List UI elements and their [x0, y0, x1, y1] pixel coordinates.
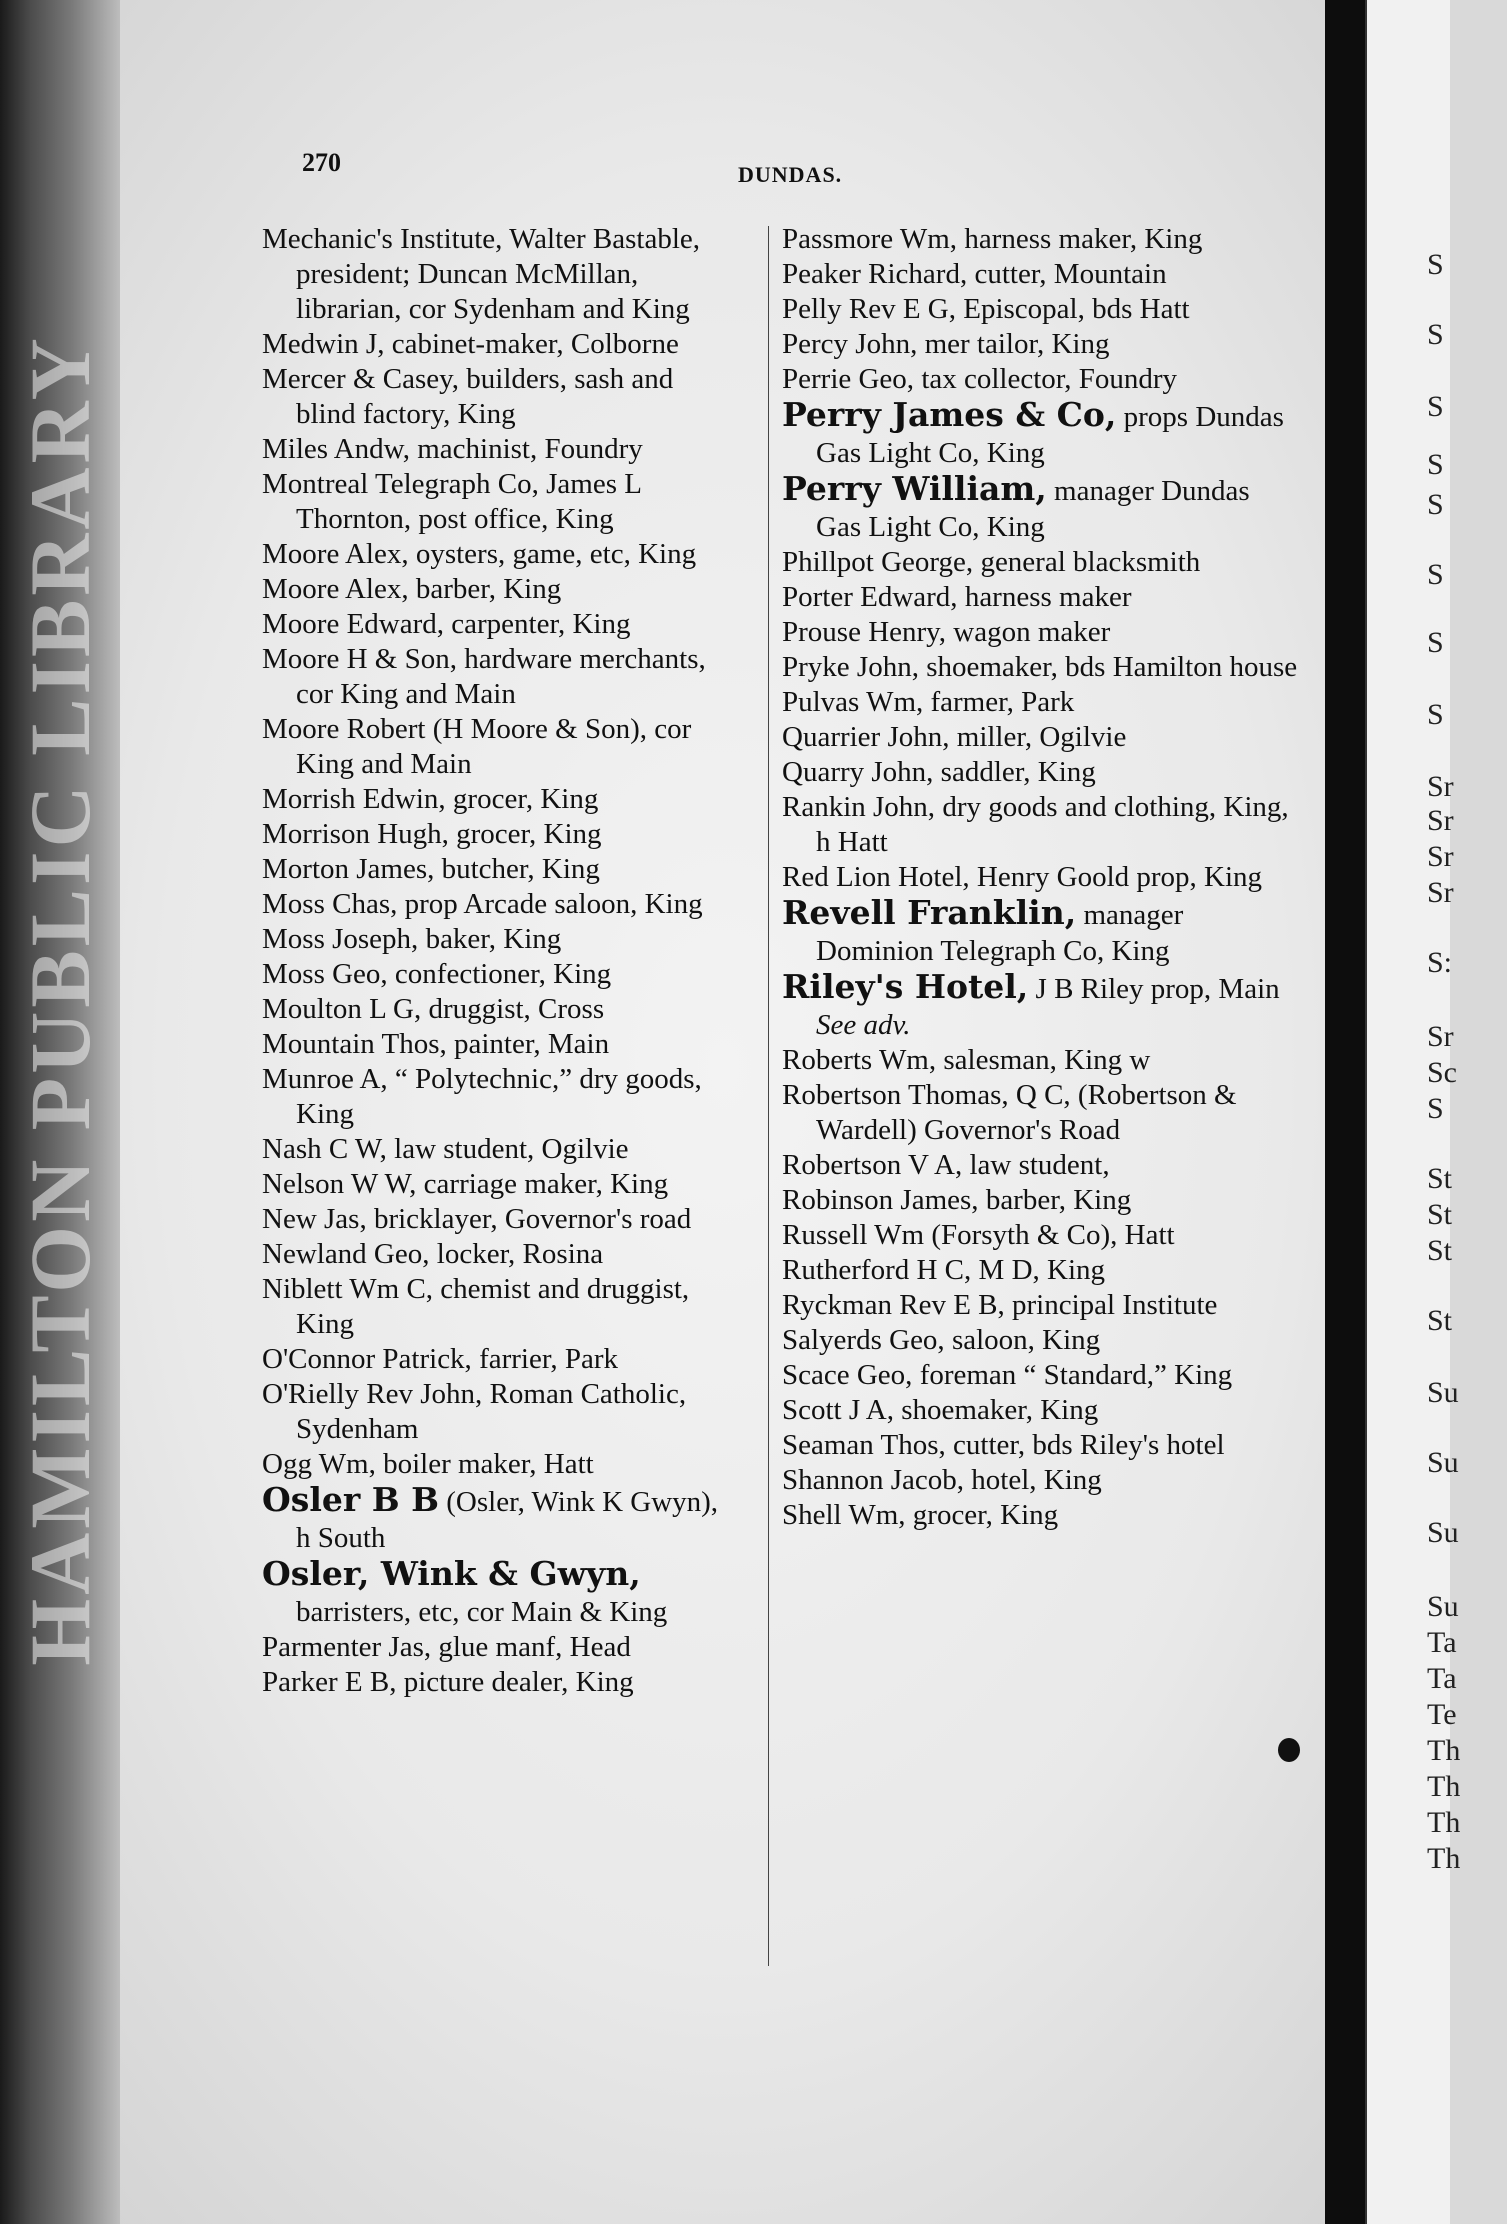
- directory-entry: [262, 887, 722, 922]
- directory-entry: [782, 860, 1302, 895]
- entry-name: Moss Chas,: [262, 888, 398, 920]
- entry-name: Newland Geo,: [262, 1238, 430, 1270]
- entry-detail: farrier, Park: [471, 1343, 618, 1375]
- entry-detail: saddler, King: [933, 756, 1096, 788]
- facing-page-text: Th: [1427, 1842, 1461, 1875]
- ink-blot: [1278, 1738, 1300, 1762]
- entry-detail: butcher, King: [434, 853, 600, 885]
- directory-entry: [782, 471, 1302, 545]
- see-advertisement-note: See adv.: [816, 1009, 911, 1041]
- entry-name: Ogg Wm,: [262, 1448, 376, 1480]
- entry-detail: props Dundas Gas Light Co, King: [816, 401, 1284, 469]
- directory-entry: [782, 685, 1302, 720]
- entry-detail: salesman, King w: [936, 1044, 1151, 1076]
- facing-page-text: Sr: [1427, 770, 1454, 803]
- directory-entry: [262, 712, 722, 782]
- facing-page-text: Sc: [1427, 1056, 1457, 1089]
- directory-entry: [782, 397, 1302, 471]
- entry-detail: Roman Catholic, Sydenham: [296, 1378, 687, 1445]
- directory-entry: [782, 1043, 1302, 1078]
- entry-name: Moore Alex,: [262, 538, 409, 570]
- entry-detail: grocer, King: [448, 818, 602, 850]
- directory-entry: [782, 545, 1302, 580]
- page-number: 270: [302, 148, 341, 177]
- directory-entry: [782, 1393, 1302, 1428]
- entry-name: Robinson James,: [782, 1184, 979, 1216]
- facing-page-text: Su: [1427, 1516, 1459, 1549]
- facing-page-text: Sr: [1427, 876, 1454, 909]
- directory-entry: [262, 1665, 722, 1700]
- entry-detail: Henry Goold prop, King: [969, 861, 1263, 893]
- entry-name: Pulvas Wm,: [782, 686, 924, 718]
- directory-entry: [262, 1062, 722, 1132]
- entry-name: Phillpot George,: [782, 546, 974, 578]
- running-head: DUNDAS.: [738, 162, 843, 187]
- entry-name: Pryke John,: [782, 651, 919, 683]
- directory-entry: [262, 1167, 722, 1202]
- entry-name: Rutherford H C,: [782, 1254, 972, 1286]
- facing-page-text: Sr: [1427, 1020, 1454, 1053]
- entry-detail: cabinet-maker, Colborne: [384, 328, 679, 360]
- directory-entry: [262, 1132, 722, 1167]
- directory-entry: [782, 969, 1302, 1043]
- facing-page-text: Ta: [1427, 1662, 1457, 1695]
- entry-detail: carpenter, King: [444, 608, 631, 640]
- entry-detail: cutter, Mountain: [967, 258, 1167, 290]
- entry-name: Mountain Thos,: [262, 1028, 447, 1060]
- entry-name: Riley's Hotel,: [782, 967, 1029, 1006]
- directory-column-right: [782, 222, 1302, 1533]
- entry-detail: foreman “ Standard,” King: [912, 1359, 1233, 1391]
- directory-entry: [262, 1272, 722, 1342]
- directory-entry: [262, 432, 722, 467]
- entry-name: Perry William,: [782, 469, 1047, 508]
- facing-page-text: S: [1427, 448, 1444, 481]
- entry-detail: wagon maker: [946, 616, 1111, 648]
- entry-detail: J B Riley prop, Main: [1028, 973, 1280, 1005]
- directory-entry: [262, 852, 722, 887]
- entry-name: Pelly Rev E G,: [782, 293, 956, 325]
- entry-detail: general blacksmith: [973, 546, 1201, 578]
- entry-name: Moss Geo,: [262, 958, 388, 990]
- entry-name: Salyerds Geo,: [782, 1324, 945, 1356]
- directory-entry: [782, 755, 1302, 790]
- entry-name: Rankin John,: [782, 791, 936, 823]
- directory-entry: [262, 642, 722, 712]
- entry-detail: (H Moore & Son), cor King and Main: [296, 713, 692, 780]
- entry-name: Moore H & Son,: [262, 643, 457, 675]
- entry-detail: shoemaker, King: [894, 1394, 1099, 1426]
- facing-page-text: S:: [1427, 946, 1453, 979]
- facing-page-text: Sr: [1427, 840, 1454, 873]
- entry-name: Moulton L G,: [262, 993, 422, 1025]
- entry-name: Osler B B: [262, 1480, 440, 1519]
- entry-name: Perry James & Co,: [782, 395, 1117, 434]
- entry-detail: harness maker: [957, 581, 1132, 613]
- facing-page-text: Su: [1427, 1446, 1459, 1479]
- directory-entry: [262, 957, 722, 992]
- entry-detail: mer tailor, King: [917, 328, 1110, 360]
- entry-name: Nash C W,: [262, 1133, 387, 1165]
- facing-page-text: S: [1427, 558, 1444, 591]
- directory-entry: [782, 1498, 1302, 1533]
- entry-detail: law student, Ogilvie: [386, 1133, 629, 1165]
- entry-name: Miles Andw,: [262, 433, 410, 465]
- entry-detail: barber, King: [408, 573, 562, 605]
- entry-detail: (Osler, Wink K Gwyn), h South: [296, 1486, 719, 1554]
- directory-entry: [262, 537, 722, 572]
- entry-name: Moore Alex,: [262, 573, 409, 605]
- directory-column-left: [262, 222, 722, 1700]
- entry-name: Shannon Jacob,: [782, 1464, 965, 1496]
- directory-entry: [262, 572, 722, 607]
- entry-detail: barber, King: [978, 1184, 1132, 1216]
- facing-page-text: S: [1427, 488, 1444, 521]
- entry-detail: grocer, King: [905, 1499, 1059, 1531]
- entry-detail: James L Thornton, post office, King: [296, 468, 641, 535]
- entry-detail: bricklayer, Governor's road: [366, 1203, 692, 1235]
- directory-entry: [782, 257, 1302, 292]
- entry-name: Passmore Wm,: [782, 223, 958, 255]
- entry-name: Revell Franklin,: [782, 893, 1077, 932]
- entry-detail: manager Dominion Telegraph Co, King: [816, 899, 1184, 967]
- directory-entry: [782, 650, 1302, 685]
- directory-entry: [262, 1237, 722, 1272]
- entry-name: Quarry John,: [782, 756, 934, 788]
- entry-name: Montreal Telegraph Co,: [262, 468, 539, 500]
- directory-entry: [782, 1148, 1302, 1183]
- directory-entry: [782, 1253, 1302, 1288]
- directory-entry: [782, 1288, 1302, 1323]
- entry-detail: machinist, Foundry: [409, 433, 643, 465]
- directory-entry: [782, 1323, 1302, 1358]
- entry-name: New Jas,: [262, 1203, 367, 1235]
- facing-page-text: Th: [1427, 1734, 1461, 1767]
- entry-name: Shell Wm,: [782, 1499, 906, 1531]
- entry-name: Perrie Geo,: [782, 363, 915, 395]
- entry-name: Roberts Wm,: [782, 1044, 937, 1076]
- entry-name: Peaker Richard,: [782, 258, 968, 290]
- library-stamp-text: HAMILTON PUBLIC LIBRARY: [12, 334, 108, 1666]
- directory-entry: [262, 1027, 722, 1062]
- entry-detail: prop Arcade saloon, King: [397, 888, 703, 920]
- directory-entry: [782, 615, 1302, 650]
- directory-entry: [262, 1342, 722, 1377]
- directory-entry: [262, 1630, 722, 1665]
- entry-detail: principal Institute: [1004, 1289, 1218, 1321]
- directory-entry: [262, 992, 722, 1027]
- facing-page-text: St: [1427, 1304, 1453, 1337]
- facing-page-text: S: [1427, 626, 1444, 659]
- entry-detail: law student,: [962, 1149, 1110, 1181]
- entry-name: Mercer & Casey,: [262, 363, 460, 395]
- directory-entry: [262, 327, 722, 362]
- directory-entry: [782, 720, 1302, 755]
- facing-page-text: Th: [1427, 1806, 1461, 1839]
- entry-detail: druggist, Cross: [421, 993, 605, 1025]
- entry-detail: (Forsyth & Co), Hatt: [924, 1219, 1175, 1251]
- entry-detail: grocer, King: [445, 783, 599, 815]
- entry-detail: builders, sash and blind factory, King: [296, 363, 674, 430]
- directory-entry: [782, 292, 1302, 327]
- entry-name: Percy John,: [782, 328, 918, 360]
- directory-entry: [782, 327, 1302, 362]
- directory-entry: [262, 607, 722, 642]
- entry-detail: barristers, etc, cor Main & King: [296, 1596, 668, 1628]
- entry-detail: boiler maker, Hatt: [375, 1448, 594, 1480]
- entry-detail: tax collector, Foundry: [914, 363, 1178, 395]
- entry-name: Quarrier John,: [782, 721, 950, 753]
- directory-entry: [262, 467, 722, 537]
- entry-detail: M D, King: [971, 1254, 1106, 1286]
- entry-name: Porter Edward,: [782, 581, 958, 613]
- entry-name: Ryckman Rev E B,: [782, 1289, 1005, 1321]
- entry-detail: painter, Main: [446, 1028, 610, 1060]
- entry-name: Osler, Wink & Gwyn,: [262, 1554, 641, 1593]
- facing-page-text: S: [1427, 248, 1444, 281]
- facing-page-text: Ta: [1427, 1626, 1457, 1659]
- directory-entry: [782, 580, 1302, 615]
- entry-name: O'Rielly Rev John,: [262, 1378, 483, 1410]
- directory-entry: [782, 222, 1302, 257]
- directory-entry: [262, 1556, 722, 1630]
- directory-entry: [262, 1482, 722, 1556]
- directory-entry: [782, 1428, 1302, 1463]
- entry-name: Morrish Edwin,: [262, 783, 446, 815]
- entry-detail: dry goods and clothing, King, h Hatt: [816, 791, 1289, 858]
- entry-detail: hardware merchants, cor King and Main: [296, 643, 706, 710]
- entry-name: Munroe A,: [262, 1063, 388, 1095]
- entry-detail: chemist and druggist, King: [296, 1273, 690, 1340]
- entry-name: Robertson V A,: [782, 1149, 963, 1181]
- entry-name: Nelson W W,: [262, 1168, 417, 1200]
- directory-entry: [262, 222, 722, 327]
- facing-page-text: S: [1427, 318, 1444, 351]
- facing-page-text: St: [1427, 1198, 1453, 1231]
- directory-entry: [782, 1183, 1302, 1218]
- entry-detail: “ Polytechnic,” dry goods, King: [296, 1063, 702, 1130]
- entry-detail: confectioner, King: [387, 958, 612, 990]
- entry-name: Moore Robert: [262, 713, 426, 745]
- entry-name: Parmenter Jas,: [262, 1631, 432, 1663]
- entry-name: Scace Geo,: [782, 1359, 913, 1391]
- entry-detail: cutter, bds Riley's hotel: [945, 1429, 1225, 1461]
- directory-entry: [782, 1078, 1302, 1148]
- directory-entry: [782, 1463, 1302, 1498]
- book-spine: [0, 0, 120, 2224]
- column-rule: [768, 226, 769, 1966]
- entry-detail: miller, Ogilvie: [949, 721, 1127, 753]
- directory-entry: [782, 790, 1302, 860]
- entry-name: Morrison Hugh,: [262, 818, 449, 850]
- entry-detail: Episcopal, bds Hatt: [956, 293, 1190, 325]
- facing-page-fragment: [1365, 0, 1461, 2224]
- entry-detail: oysters, game, etc, King: [408, 538, 697, 570]
- entry-detail: manager Dundas Gas Light Co, King: [816, 475, 1250, 543]
- entry-name: Morton James,: [262, 853, 435, 885]
- entry-name: Niblett Wm C,: [262, 1273, 434, 1305]
- entry-name: Medwin J,: [262, 328, 385, 360]
- directory-entry: [262, 782, 722, 817]
- facing-page-text: S: [1427, 1092, 1444, 1125]
- facing-page-text: S: [1427, 698, 1444, 731]
- entry-name: Mechanic's Institute,: [262, 223, 503, 255]
- entry-detail: baker, King: [418, 923, 562, 955]
- entry-detail: glue manf, Head: [431, 1631, 631, 1663]
- entry-detail: Q C, (Robertson & Wardell) Governor's Road: [816, 1079, 1237, 1146]
- facing-page-text: St: [1427, 1234, 1453, 1267]
- directory-entry: [782, 1358, 1302, 1393]
- directory-entry: [262, 1202, 722, 1237]
- entry-name: Prouse Henry,: [782, 616, 947, 648]
- library-stamp: [0, 0, 120, 2224]
- facing-page-text: Th: [1427, 1770, 1461, 1803]
- entry-name: Moore Edward,: [262, 608, 445, 640]
- facing-page-text: Su: [1427, 1590, 1459, 1623]
- facing-page-text: St: [1427, 1162, 1453, 1195]
- entry-name: O'Connor Patrick,: [262, 1343, 472, 1375]
- entry-detail: carriage maker, King: [416, 1168, 669, 1200]
- directory-entry: [262, 922, 722, 957]
- entry-name: Red Lion Hotel,: [782, 861, 970, 893]
- facing-page-text: Su: [1427, 1376, 1459, 1409]
- entry-detail: saloon, King: [944, 1324, 1101, 1356]
- directory-entry: [262, 1377, 722, 1447]
- entry-detail: shoemaker, bds Hamilton house: [918, 651, 1298, 683]
- entry-name: Seaman Thos,: [782, 1429, 946, 1461]
- directory-entry: [782, 362, 1302, 397]
- facing-page-text: Te: [1427, 1698, 1457, 1731]
- entry-name: Moss Joseph,: [262, 923, 419, 955]
- facing-page-text: Sr: [1427, 804, 1454, 837]
- entry-detail: hotel, King: [964, 1464, 1102, 1496]
- directory-entry: [262, 817, 722, 852]
- entry-name: Robertson Thomas,: [782, 1079, 1009, 1111]
- directory-entry: [782, 895, 1302, 969]
- entry-name: Parker E B,: [262, 1666, 397, 1698]
- directory-entry: [262, 362, 722, 432]
- entry-detail: picture dealer, King: [396, 1666, 634, 1698]
- directory-entry: [262, 1447, 722, 1482]
- entry-detail: farmer, Park: [923, 686, 1075, 718]
- entry-detail: Walter Bastable, president; Duncan McMillan, librarian, cor Sydenham and King: [296, 223, 701, 325]
- entry-detail: locker, Rosina: [429, 1238, 604, 1270]
- facing-page-text: S: [1427, 390, 1444, 423]
- directory-entry: [782, 1218, 1302, 1253]
- entry-name: Russell Wm: [782, 1219, 925, 1251]
- entry-detail: harness maker, King: [957, 223, 1203, 255]
- entry-name: Scott J A,: [782, 1394, 894, 1426]
